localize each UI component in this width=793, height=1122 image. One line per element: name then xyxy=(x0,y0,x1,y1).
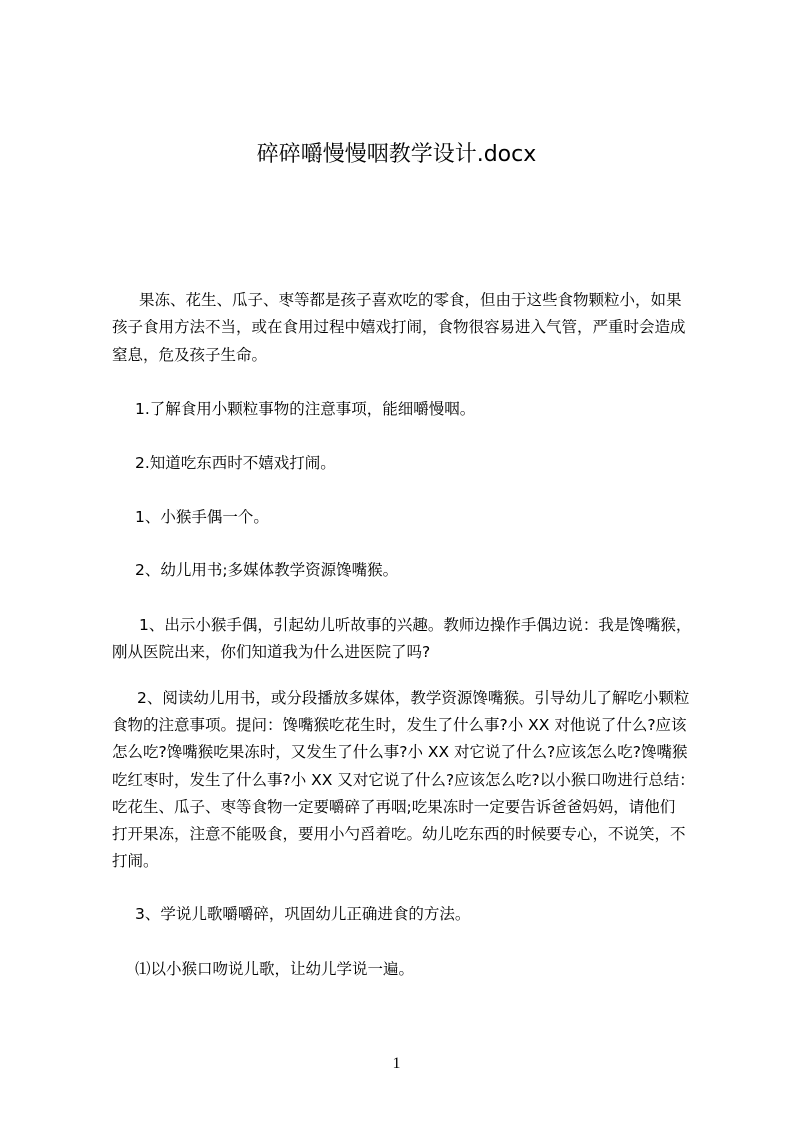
text-line: 孩子食用方法不当，或在食用过程中嬉戏打闹，食物很容易进入气管，严重时会造成 xyxy=(112,318,686,336)
text-line: 刚从医院出来，你们知道我为什么进医院了吗? xyxy=(112,643,431,661)
text-line: 怎么吃?馋嘴猴吃果冻时，又发生了什么事?小 XX 对它说了什么?应该怎么吃?馋嘴猴 xyxy=(112,743,688,761)
text-line: 打闹。 xyxy=(112,852,159,870)
text-line: 2、阅读幼儿用书，或分段播放多媒体，教学资源馋嘴猴。引导幼儿了解吃小颗粒 xyxy=(137,689,690,707)
page-number: 1 xyxy=(392,1055,401,1072)
text-line: 3、学说儿歌嚼嚼碎，巩固幼儿正确进食的方法。 xyxy=(135,905,471,923)
text-line: 1.了解食用小颗粒事物的注意事项，能细嚼慢咽。 xyxy=(135,400,476,418)
text-line: 打开果冻，注意不能吸食，要用小勺舀着吃。幼儿吃东西的时候要专心，不说笑，不 xyxy=(112,825,686,843)
text-line: 吃红枣时，发生了什么事?小 XX 又对它说了什么?应该怎么吃?以小猴口吻进行总结： xyxy=(112,771,695,789)
text-line: 1、小猴手偶一个。 xyxy=(135,508,269,526)
text-line: 2、幼儿用书;多媒体教学资源馋嘴猴。 xyxy=(135,561,399,579)
text-line: 1、出示小猴手偶，引起幼儿听故事的兴趣。教师边操作手偶边说：我是馋嘴猴， xyxy=(139,616,692,634)
text-line: 吃花生、瓜子、枣等食物一定要嚼碎了再咽;吃果冻时一定要告诉爸爸妈妈，请他们 xyxy=(112,798,676,816)
text-line: 食物的注意事项。提问：馋嘴猴吃花生时，发生了什么事?小 XX 对他说了什么?应该 xyxy=(112,716,687,734)
document-title: 碎碎嚼慢慢咽教学设计.docx xyxy=(256,142,537,167)
text-line: 果冻、花生、瓜子、枣等都是孩子喜欢吃的零食，但由于这些食物颗粒小，如果 xyxy=(139,291,682,309)
text-line: ⑴以小猴口吻说儿歌，让幼儿学说一遍。 xyxy=(135,960,415,978)
text-line: 窒息，危及孩子生命。 xyxy=(112,346,268,364)
text-line: 2.知道吃东西时不嬉戏打闹。 xyxy=(135,454,336,472)
